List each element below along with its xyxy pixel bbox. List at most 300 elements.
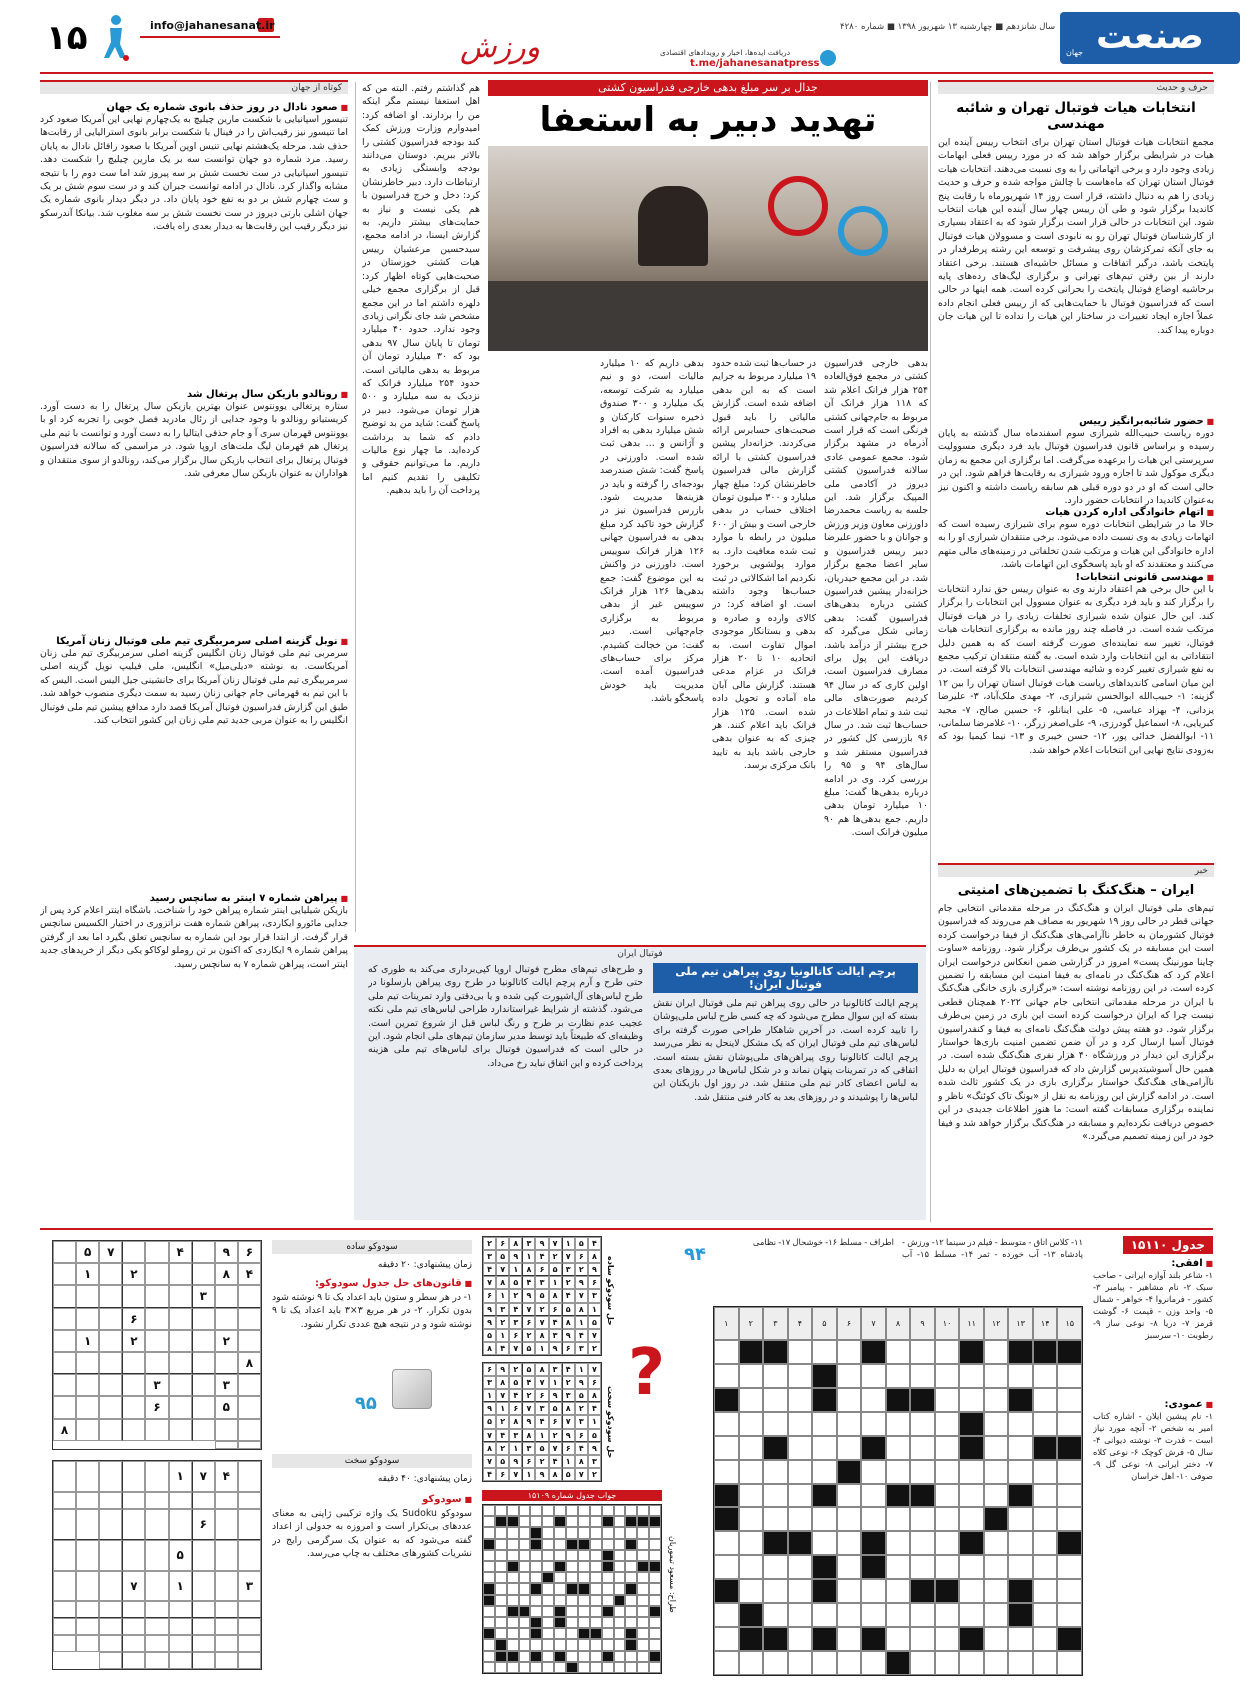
sudoku-cell[interactable] [192,1601,215,1618]
crossword-cell[interactable] [763,1364,788,1388]
crossword-cell[interactable] [886,1484,911,1508]
crossword-cell[interactable] [714,1460,739,1484]
crossword-cell[interactable] [910,1388,935,1412]
crossword-cell[interactable] [861,1340,886,1364]
crossword-cell[interactable] [861,1603,886,1627]
sudoku-cell[interactable] [238,1374,261,1396]
sudoku-cell[interactable] [53,1601,76,1618]
sudoku-cell[interactable] [238,1540,261,1571]
crossword-cell[interactable] [837,1507,862,1531]
crossword-cell[interactable] [739,1388,764,1412]
crossword-cell[interactable] [910,1555,935,1579]
sudoku-cell[interactable] [76,1540,99,1571]
crossword-cell[interactable] [935,1555,960,1579]
crossword-cell[interactable] [714,1364,739,1388]
sudoku-cell[interactable] [122,1285,145,1307]
sudoku-cell[interactable] [99,1601,122,1618]
sudoku-cell[interactable] [215,1308,238,1330]
crossword-cell[interactable] [812,1340,837,1364]
sudoku-cell[interactable] [53,1618,76,1635]
sudoku-cell[interactable] [76,1419,99,1441]
sudoku-cell[interactable] [192,1540,215,1571]
crossword-cell[interactable] [1057,1340,1082,1364]
crossword-cell[interactable] [763,1531,788,1555]
crossword-cell[interactable] [837,1555,862,1579]
sudoku-cell[interactable]: ۶ [238,1241,261,1263]
crossword-cell[interactable] [714,1484,739,1508]
sudoku-cell[interactable] [238,1419,261,1441]
sudoku-cell[interactable] [99,1308,122,1330]
crossword-cell[interactable] [1008,1340,1033,1364]
sudoku-cell[interactable] [53,1540,76,1571]
sudoku-cell[interactable]: ۸ [238,1352,261,1374]
sudoku-cell[interactable] [215,1571,238,1602]
sudoku-cell[interactable]: ۲ [215,1330,238,1352]
crossword-cell[interactable]: ۸ [886,1307,911,1340]
crossword-cell[interactable] [1057,1412,1082,1436]
crossword-cell[interactable] [1033,1460,1058,1484]
crossword-cell[interactable] [837,1460,862,1484]
sudoku-cell[interactable] [76,1308,99,1330]
crossword-cell[interactable] [935,1364,960,1388]
sudoku-cell[interactable] [99,1330,122,1352]
crossword-cell[interactable] [739,1603,764,1627]
crossword-cell[interactable] [812,1412,837,1436]
crossword-cell[interactable] [714,1436,739,1460]
telegram-link[interactable]: t.me/jahanesanatpress [690,58,820,69]
crossword-cell[interactable] [935,1627,960,1651]
sudoku-cell[interactable]: ۴ [215,1461,238,1492]
crossword-cell[interactable] [935,1340,960,1364]
sudoku-cell[interactable] [192,1652,215,1669]
crossword-cell[interactable] [959,1531,984,1555]
crossword-cell[interactable] [861,1460,886,1484]
crossword-cell[interactable] [959,1364,984,1388]
crossword-cell[interactable] [812,1603,837,1627]
crossword-cell[interactable] [812,1364,837,1388]
sudoku-cell[interactable] [215,1635,238,1652]
sudoku-cell[interactable] [169,1374,192,1396]
sudoku-cell[interactable]: ۷ [122,1571,145,1602]
sudoku-cell[interactable] [122,1374,145,1396]
crossword-cell[interactable] [714,1531,739,1555]
sudoku-cell[interactable] [122,1396,145,1418]
crossword-cell[interactable]: ۷ [861,1307,886,1340]
sudoku-cell[interactable] [238,1285,261,1307]
crossword-cell[interactable]: ۱۱ [959,1307,984,1340]
crossword-cell[interactable] [984,1555,1009,1579]
sudoku-cell[interactable] [192,1571,215,1602]
sudoku-cell[interactable] [76,1635,99,1652]
crossword-cell[interactable] [959,1340,984,1364]
sudoku-cell[interactable] [192,1352,215,1374]
sudoku-cell[interactable] [238,1396,261,1418]
sudoku-cell[interactable] [53,1571,76,1602]
crossword-cell[interactable] [886,1651,911,1675]
sudoku-cell[interactable] [238,1441,261,1449]
crossword-cell[interactable] [861,1436,886,1460]
sudoku-cell[interactable] [122,1540,145,1571]
sudoku-cell[interactable] [53,1352,76,1374]
crossword-cell[interactable] [788,1603,813,1627]
sudoku-cell[interactable] [169,1419,192,1441]
crossword-cell[interactable] [1008,1436,1033,1460]
sudoku-cell[interactable] [99,1419,122,1441]
crossword-cell[interactable] [935,1388,960,1412]
crossword-cell[interactable] [1057,1460,1082,1484]
crossword-cell[interactable]: ۹ [910,1307,935,1340]
sudoku-cell[interactable] [99,1571,122,1602]
crossword-cell[interactable] [886,1340,911,1364]
crossword-cell[interactable] [886,1436,911,1460]
sudoku-cell[interactable] [215,1509,238,1540]
sudoku-cell[interactable] [76,1492,99,1509]
sudoku-cell[interactable] [145,1461,168,1492]
crossword-cell[interactable] [714,1651,739,1675]
crossword-cell[interactable] [714,1603,739,1627]
sudoku-cell[interactable]: ۱ [169,1461,192,1492]
crossword-cell[interactable] [1033,1507,1058,1531]
crossword-cell[interactable] [812,1507,837,1531]
sudoku-cell[interactable] [169,1352,192,1374]
crossword-cell[interactable] [1033,1436,1058,1460]
crossword-cell[interactable] [959,1460,984,1484]
sudoku-cell[interactable] [169,1601,192,1618]
crossword-cell[interactable] [861,1484,886,1508]
crossword-cell[interactable] [812,1531,837,1555]
crossword-cell[interactable] [788,1364,813,1388]
sudoku-cell[interactable] [122,1461,145,1492]
crossword-cell[interactable] [812,1651,837,1675]
crossword-cell[interactable] [837,1651,862,1675]
crossword-cell[interactable] [935,1412,960,1436]
crossword-cell[interactable] [910,1436,935,1460]
sudoku-cell[interactable] [53,1308,76,1330]
crossword-cell[interactable] [935,1484,960,1508]
sudoku-cell[interactable] [122,1618,145,1635]
sudoku-cell[interactable] [76,1601,99,1618]
sudoku-cell[interactable] [238,1308,261,1330]
crossword-cell[interactable] [739,1484,764,1508]
crossword-cell[interactable] [739,1579,764,1603]
crossword-cell[interactable] [1008,1484,1033,1508]
crossword-cell[interactable] [1057,1579,1082,1603]
sudoku-cell[interactable] [76,1509,99,1540]
crossword-cell[interactable] [1008,1627,1033,1651]
sudoku-cell[interactable] [192,1330,215,1352]
crossword-cell[interactable] [886,1555,911,1579]
sudoku-cell[interactable] [192,1396,215,1418]
crossword-cell[interactable]: ۲ [739,1307,764,1340]
crossword-cell[interactable] [910,1364,935,1388]
sudoku-cell[interactable] [145,1618,168,1635]
crossword-cell[interactable] [910,1579,935,1603]
crossword-cell[interactable] [763,1436,788,1460]
sudoku-cell[interactable] [145,1330,168,1352]
crossword-cell[interactable] [861,1651,886,1675]
crossword-grid[interactable] [713,1306,1083,1676]
crossword-cell[interactable] [1033,1364,1058,1388]
crossword-cell[interactable] [886,1627,911,1651]
crossword-cell[interactable] [1057,1484,1082,1508]
crossword-cell[interactable] [861,1412,886,1436]
sudoku-cell[interactable] [53,1241,76,1263]
sudoku-cell[interactable] [192,1419,215,1441]
sudoku-cell[interactable] [53,1461,76,1492]
crossword-cell[interactable] [714,1388,739,1412]
sudoku-cell[interactable] [145,1492,168,1509]
crossword-cell[interactable] [910,1603,935,1627]
crossword-cell[interactable] [739,1555,764,1579]
crossword-cell[interactable] [788,1627,813,1651]
hard-sudoku-grid[interactable] [52,1460,262,1670]
sudoku-cell[interactable] [215,1419,238,1441]
crossword-cell[interactable] [886,1579,911,1603]
crossword-cell[interactable] [861,1507,886,1531]
crossword-cell[interactable] [788,1484,813,1508]
crossword-cell[interactable] [1033,1555,1058,1579]
crossword-cell[interactable] [984,1531,1009,1555]
crossword-cell[interactable] [984,1651,1009,1675]
crossword-cell[interactable] [1008,1412,1033,1436]
crossword-cell[interactable] [739,1507,764,1531]
crossword-cell[interactable] [714,1412,739,1436]
crossword-cell[interactable] [739,1460,764,1484]
crossword-cell[interactable] [812,1579,837,1603]
crossword-cell[interactable] [861,1579,886,1603]
sudoku-cell[interactable] [145,1308,168,1330]
crossword-cell[interactable] [861,1531,886,1555]
crossword-cell[interactable] [1033,1340,1058,1364]
crossword-cell[interactable] [763,1340,788,1364]
crossword-cell[interactable] [1008,1364,1033,1388]
crossword-cell[interactable] [984,1484,1009,1508]
sudoku-cell[interactable] [122,1509,145,1540]
crossword-cell[interactable] [861,1364,886,1388]
crossword-cell[interactable] [812,1627,837,1651]
crossword-cell[interactable] [984,1340,1009,1364]
crossword-cell[interactable] [935,1579,960,1603]
crossword-cell[interactable] [910,1627,935,1651]
crossword-cell[interactable]: ۵ [812,1307,837,1340]
crossword-cell[interactable] [763,1555,788,1579]
crossword-cell[interactable]: ۱۴ [1033,1307,1058,1340]
sudoku-cell[interactable] [192,1241,215,1263]
sudoku-cell[interactable] [169,1396,192,1418]
crossword-cell[interactable] [1057,1651,1082,1675]
crossword-cell[interactable] [910,1507,935,1531]
crossword-cell[interactable] [788,1388,813,1412]
crossword-cell[interactable] [788,1340,813,1364]
sudoku-cell[interactable]: ۹ [215,1241,238,1263]
crossword-cell[interactable] [1008,1388,1033,1412]
crossword-cell[interactable] [812,1484,837,1508]
sudoku-cell[interactable] [53,1374,76,1396]
crossword-cell[interactable]: ۴ [788,1307,813,1340]
crossword-cell[interactable] [788,1460,813,1484]
crossword-cell[interactable] [861,1555,886,1579]
crossword-cell[interactable] [1033,1531,1058,1555]
crossword-cell[interactable] [959,1603,984,1627]
sudoku-cell[interactable]: ۴ [238,1263,261,1285]
sudoku-cell[interactable] [76,1571,99,1602]
crossword-cell[interactable] [935,1460,960,1484]
sudoku-cell[interactable] [122,1241,145,1263]
crossword-cell[interactable] [959,1651,984,1675]
crossword-cell[interactable]: ۱۰ [935,1307,960,1340]
sudoku-cell[interactable]: ۲ [122,1263,145,1285]
sudoku-cell[interactable] [192,1492,215,1509]
sudoku-cell[interactable] [99,1509,122,1540]
sudoku-cell[interactable] [53,1509,76,1540]
sudoku-cell[interactable] [53,1492,76,1509]
crossword-cell[interactable] [714,1507,739,1531]
crossword-cell[interactable] [1008,1651,1033,1675]
sudoku-cell[interactable] [169,1285,192,1307]
sudoku-cell[interactable] [99,1652,122,1669]
sudoku-cell[interactable] [53,1396,76,1418]
crossword-cell[interactable] [763,1460,788,1484]
crossword-cell[interactable] [1057,1531,1082,1555]
crossword-cell[interactable] [739,1340,764,1364]
sudoku-cell[interactable] [145,1571,168,1602]
crossword-cell[interactable] [1057,1364,1082,1388]
crossword-cell[interactable] [1008,1460,1033,1484]
crossword-cell[interactable] [1033,1579,1058,1603]
sudoku-cell[interactable] [145,1285,168,1307]
crossword-cell[interactable] [910,1531,935,1555]
sudoku-cell[interactable] [99,1461,122,1492]
crossword-cell[interactable] [763,1484,788,1508]
sudoku-cell[interactable] [76,1374,99,1396]
sudoku-cell[interactable]: ۳ [145,1374,168,1396]
sudoku-cell[interactable] [238,1618,261,1635]
crossword-cell[interactable]: ۳ [763,1307,788,1340]
crossword-cell[interactable] [984,1364,1009,1388]
crossword-cell[interactable] [910,1340,935,1364]
crossword-cell[interactable] [886,1364,911,1388]
sudoku-cell[interactable] [99,1618,122,1635]
sudoku-cell[interactable] [53,1635,76,1652]
crossword-cell[interactable] [1033,1627,1058,1651]
sudoku-cell[interactable] [145,1419,168,1441]
sudoku-cell[interactable] [215,1601,238,1618]
sudoku-cell[interactable] [169,1263,192,1285]
crossword-cell[interactable] [935,1436,960,1460]
crossword-cell[interactable] [1057,1436,1082,1460]
sudoku-cell[interactable] [169,1509,192,1540]
crossword-cell[interactable] [788,1507,813,1531]
sudoku-cell[interactable] [76,1461,99,1492]
crossword-cell[interactable] [935,1651,960,1675]
sudoku-cell[interactable]: ۴ [169,1241,192,1263]
crossword-cell[interactable] [739,1364,764,1388]
crossword-cell[interactable] [861,1388,886,1412]
crossword-cell[interactable] [788,1555,813,1579]
sudoku-cell[interactable] [215,1441,238,1449]
crossword-cell[interactable] [788,1412,813,1436]
sudoku-cell[interactable] [169,1635,192,1652]
crossword-cell[interactable] [984,1412,1009,1436]
sudoku-cell[interactable] [145,1352,168,1374]
sudoku-cell[interactable] [238,1509,261,1540]
crossword-cell[interactable] [763,1507,788,1531]
crossword-cell[interactable] [812,1555,837,1579]
sudoku-cell[interactable] [238,1601,261,1618]
sudoku-cell[interactable] [122,1352,145,1374]
crossword-cell[interactable] [1033,1484,1058,1508]
sudoku-cell[interactable] [122,1492,145,1509]
crossword-cell[interactable] [812,1460,837,1484]
sudoku-cell[interactable] [145,1540,168,1571]
sudoku-cell[interactable] [145,1635,168,1652]
crossword-cell[interactable] [837,1531,862,1555]
sudoku-cell[interactable] [53,1330,76,1352]
sudoku-cell[interactable] [169,1618,192,1635]
sudoku-cell[interactable] [145,1241,168,1263]
crossword-cell[interactable] [837,1412,862,1436]
sudoku-cell[interactable]: ۶ [192,1509,215,1540]
crossword-cell[interactable] [763,1412,788,1436]
sudoku-cell[interactable] [145,1509,168,1540]
crossword-cell[interactable] [837,1484,862,1508]
crossword-cell[interactable] [763,1627,788,1651]
sudoku-cell[interactable] [76,1352,99,1374]
easy-sudoku-grid[interactable] [52,1240,262,1450]
crossword-cell[interactable] [812,1436,837,1460]
sudoku-cell[interactable] [99,1492,122,1509]
crossword-cell[interactable] [959,1579,984,1603]
sudoku-cell[interactable] [122,1601,145,1618]
crossword-cell[interactable] [837,1579,862,1603]
crossword-cell[interactable] [739,1412,764,1436]
sudoku-cell[interactable]: ۷ [99,1241,122,1263]
crossword-cell[interactable] [739,1627,764,1651]
sudoku-cell[interactable] [215,1652,238,1669]
crossword-cell[interactable] [1057,1603,1082,1627]
crossword-cell[interactable] [886,1460,911,1484]
sudoku-cell[interactable] [192,1308,215,1330]
sudoku-cell[interactable] [76,1618,99,1635]
crossword-cell[interactable] [714,1340,739,1364]
crossword-cell[interactable] [837,1388,862,1412]
crossword-cell[interactable] [1057,1627,1082,1651]
sudoku-cell[interactable] [99,1263,122,1285]
crossword-cell[interactable] [959,1484,984,1508]
sudoku-cell[interactable] [238,1492,261,1509]
crossword-cell[interactable] [714,1579,739,1603]
crossword-cell[interactable] [861,1627,886,1651]
sudoku-cell[interactable] [76,1285,99,1307]
crossword-cell[interactable] [984,1507,1009,1531]
crossword-cell[interactable] [1008,1579,1033,1603]
crossword-cell[interactable] [1057,1555,1082,1579]
crossword-cell[interactable] [935,1603,960,1627]
crossword-cell[interactable] [739,1531,764,1555]
sudoku-cell[interactable] [192,1263,215,1285]
sudoku-cell[interactable] [215,1285,238,1307]
sudoku-cell[interactable] [122,1652,145,1669]
sudoku-cell[interactable] [99,1540,122,1571]
sudoku-cell[interactable] [122,1635,145,1652]
sudoku-cell[interactable] [99,1374,122,1396]
sudoku-cell[interactable] [99,1635,122,1652]
crossword-cell[interactable] [788,1436,813,1460]
crossword-cell[interactable] [886,1603,911,1627]
sudoku-cell[interactable] [238,1635,261,1652]
sudoku-cell[interactable]: ۳ [192,1285,215,1307]
sudoku-cell[interactable]: ۱ [76,1330,99,1352]
